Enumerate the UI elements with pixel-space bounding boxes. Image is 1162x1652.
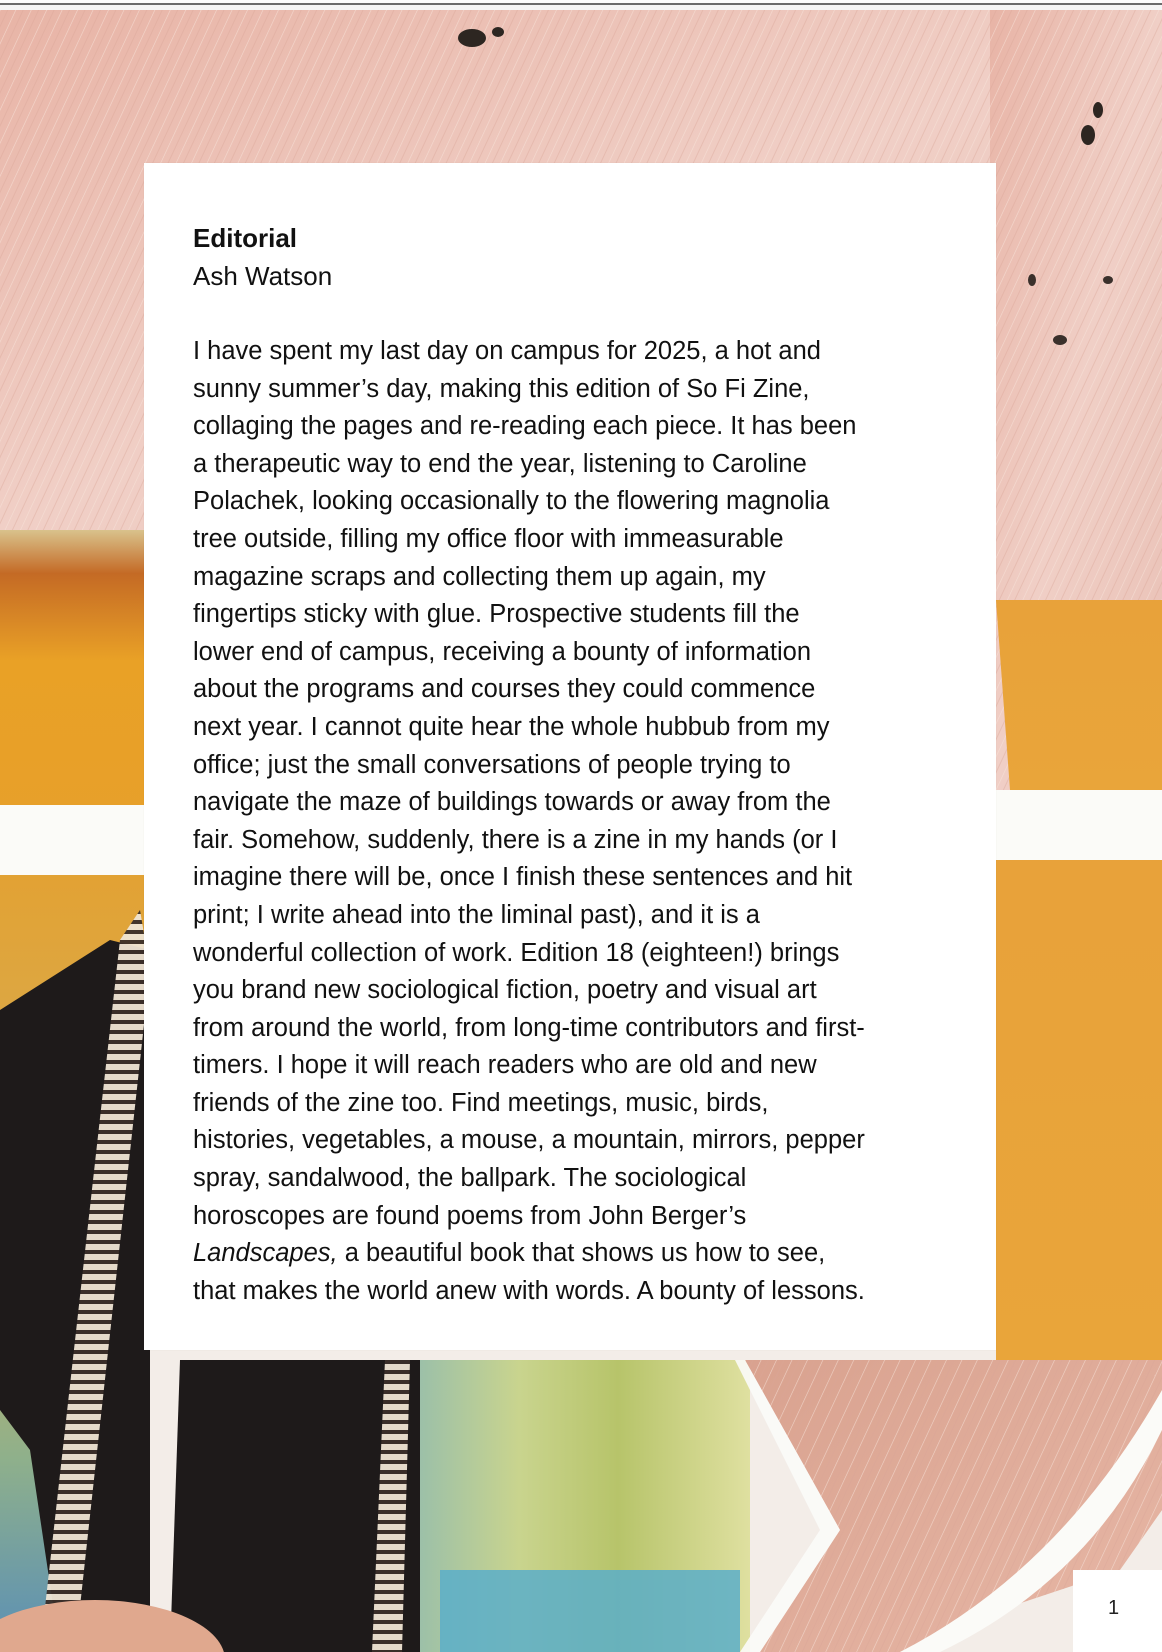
body-line: magazine scraps and collecting them up again, my (193, 562, 766, 591)
body-line-with-book-title (193, 1235, 948, 1273)
body-line: fingertips sticky with glue. Prospective students fill the (193, 600, 800, 629)
body-line: timers. I hope it will reach readers who are old and new (193, 1051, 817, 1080)
body-line: spray, sandalwood, the ballpark. The sociological (193, 1164, 747, 1193)
body-line: office; just the small conversations of people trying to (193, 750, 791, 779)
body-line: navigate the maze of buildings towards or away from the (193, 788, 831, 817)
page-number: 1 (1108, 1597, 1120, 1619)
body-line: lower end of campus, receiving a bounty of information (193, 637, 812, 666)
body-line: histories, vegetables, a mouse, a mountain, mirrors, pepper (193, 1126, 865, 1155)
body-line: sunny summer’s day, making this edition of So Fi Zine, (193, 374, 810, 403)
body-line: wonderful collection of work. Edition 18 (eighteen!) brings (193, 938, 840, 967)
body-line-last: that makes the world anew with words. A bounty of lessons. (193, 1276, 865, 1305)
body-line: I have spent my last day on campus for 2025, a hot and (193, 337, 821, 365)
body-line-rest: a beautiful book that shows us how to see, (337, 1239, 826, 1268)
body-line: fair. Somehow, suddenly, there is a zine in my hands (or I (193, 825, 838, 854)
body-line: horoscopes are found poems from John Berger’s (193, 1201, 747, 1230)
body-line: from around the world, from long-time contributors and first- (193, 1013, 865, 1042)
scan-top-edge (0, 0, 1162, 10)
body-line: you brand new sociological fiction, poetry and visual art (193, 976, 817, 1005)
editorial-author: Ash Watson (193, 261, 333, 291)
editorial-card (144, 163, 996, 1350)
editorial-heading: Editorial (193, 223, 298, 253)
body-line: friends of the zine too. Find meetings, music, birds, (193, 1088, 769, 1117)
body-line: next year. I cannot quite hear the whole hubbub from my (193, 712, 830, 741)
body-line: collaging the pages and re-reading each piece. It has been (193, 412, 857, 441)
body-line: print; I write ahead into the liminal past), and it is a (193, 900, 760, 929)
book-title: Landscapes, (193, 1239, 338, 1268)
editorial-body (193, 333, 948, 1310)
body-line: about the programs and courses they could commence (193, 675, 816, 704)
body-line: Polachek, looking occasionally to the flowering magnolia (193, 487, 830, 516)
body-line: tree outside, filling my office floor with immeasurable (193, 524, 784, 553)
body-line: imagine there will be, once I finish these sentences and hit (193, 863, 853, 892)
body-line: a therapeutic way to end the year, listening to Caroline (193, 449, 807, 478)
